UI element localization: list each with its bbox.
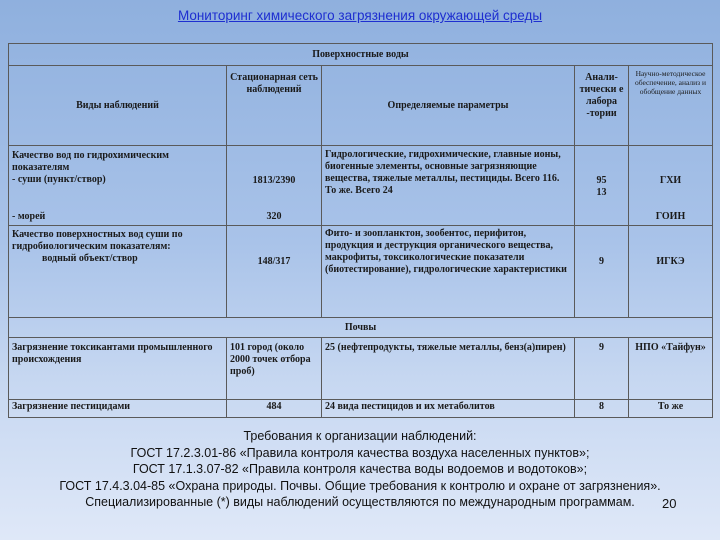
header-kinds: Виды наблюдений	[9, 66, 227, 146]
hydrochem-params: Гидрологические, гидрохимические, главные ионы, биогенные элементы, основные загрязняющие вещества, тяжелые металлы, пестициды. Всего 116. То же. Всего 24	[322, 146, 575, 226]
hydrochem-sea: - морей	[12, 211, 46, 222]
footer-line-5: Специализированные (*) виды наблюдений осуществляются по международным программам.	[85, 495, 635, 509]
soil-pesticides-count: 484	[227, 400, 322, 418]
footer-line-1: Требования к организации наблюдений:	[243, 429, 477, 443]
hydrobio-support: ИГКЭ	[629, 226, 713, 318]
soil-industrial-count: 101 город (около 2000 точек отбора проб)	[227, 338, 322, 400]
hydrobio-labs: 9	[575, 226, 629, 318]
soil-pesticides-kind: Загрязнение пестицидами	[9, 400, 227, 418]
section-soils: Почвы	[9, 318, 713, 338]
table-row	[9, 338, 713, 400]
footer-requirements	[0, 428, 720, 511]
hydrobio-count: 148/317	[227, 226, 322, 318]
row-hydrochem-count	[227, 146, 322, 226]
page-number: 20	[662, 496, 677, 511]
hydrochem-support-sea: ГОИН	[655, 211, 686, 222]
table-row	[9, 226, 713, 318]
hydrochem-sea-count: 320	[266, 211, 282, 222]
row-hydrochem-support	[629, 146, 713, 226]
table-row	[9, 400, 713, 418]
header-labs: Анали-тически е лабора -тории	[575, 66, 629, 146]
header-support: Научно-методическое обеспечение, анализ и обобщение данных	[629, 66, 713, 146]
row-hydrochem-labs	[575, 146, 629, 226]
monitoring-table	[8, 43, 713, 418]
table-row	[9, 146, 713, 226]
row-hydrochem-kind	[9, 146, 227, 226]
hydrobio-kind: Качество поверхностных вод суши по гидробиологическим показателям:	[12, 229, 183, 252]
soil-pesticides-labs: 8	[575, 400, 629, 418]
hydrochem-land: - суши (пункт/створ)	[12, 174, 106, 185]
row-hydrobio-kind	[9, 226, 227, 318]
hydrobio-kind-sub: водный объект/створ	[42, 253, 138, 264]
hydrochem-labs-land: 95	[596, 175, 607, 186]
header-network: Стационарная сеть наблюдений	[227, 66, 322, 146]
soil-pesticides-support: То же	[629, 400, 713, 418]
header-params: Определяемые параметры	[322, 66, 575, 146]
footer-line-3: ГОСТ 17.1.3.07-82 «Правила контроля качества воды водоемов и водотоков»;	[132, 462, 588, 476]
soil-industrial-support: НПО «Тайфун»	[629, 338, 713, 400]
slide-title: Мониторинг химического загрязнения окружающей среды	[177, 8, 543, 23]
hydrochem-land-count: 1813/2390	[252, 175, 296, 186]
hydrochem-labs-sea: 13	[596, 187, 607, 198]
hydrochem-kind: Качество вод по гидрохимическим показателям	[12, 150, 169, 173]
soil-industrial-kind: Загрязнение токсикантами промышленного происхождения	[9, 338, 227, 400]
footer-line-2: ГОСТ 17.2.3.01-86 «Правила контроля качества воздуха населенных пунктов»;	[130, 445, 590, 460]
soil-industrial-params: 25 (нефтепродукты, тяжелые металлы, бенз(а)пирен)	[322, 338, 575, 400]
soil-industrial-labs: 9	[575, 338, 629, 400]
hydrobio-params: Фито- и зоопланктон, зообентос, перифитон, продукция и деструкция органического вещества, макрофиты, токсикологические показатели (биотестирование), гидрологические характеристики	[322, 226, 575, 318]
soil-pesticides-params: 24 вида пестицидов и их метаболитов	[322, 400, 575, 418]
footer-line-4: ГОСТ 17.4.3.04-85 «Охрана природы. Почвы. Общие требования к контролю и охране от загрязнения».	[59, 478, 661, 493]
section-surface-waters: Поверхностные воды	[9, 44, 713, 66]
hydrochem-support-land: ГХИ	[659, 175, 682, 186]
